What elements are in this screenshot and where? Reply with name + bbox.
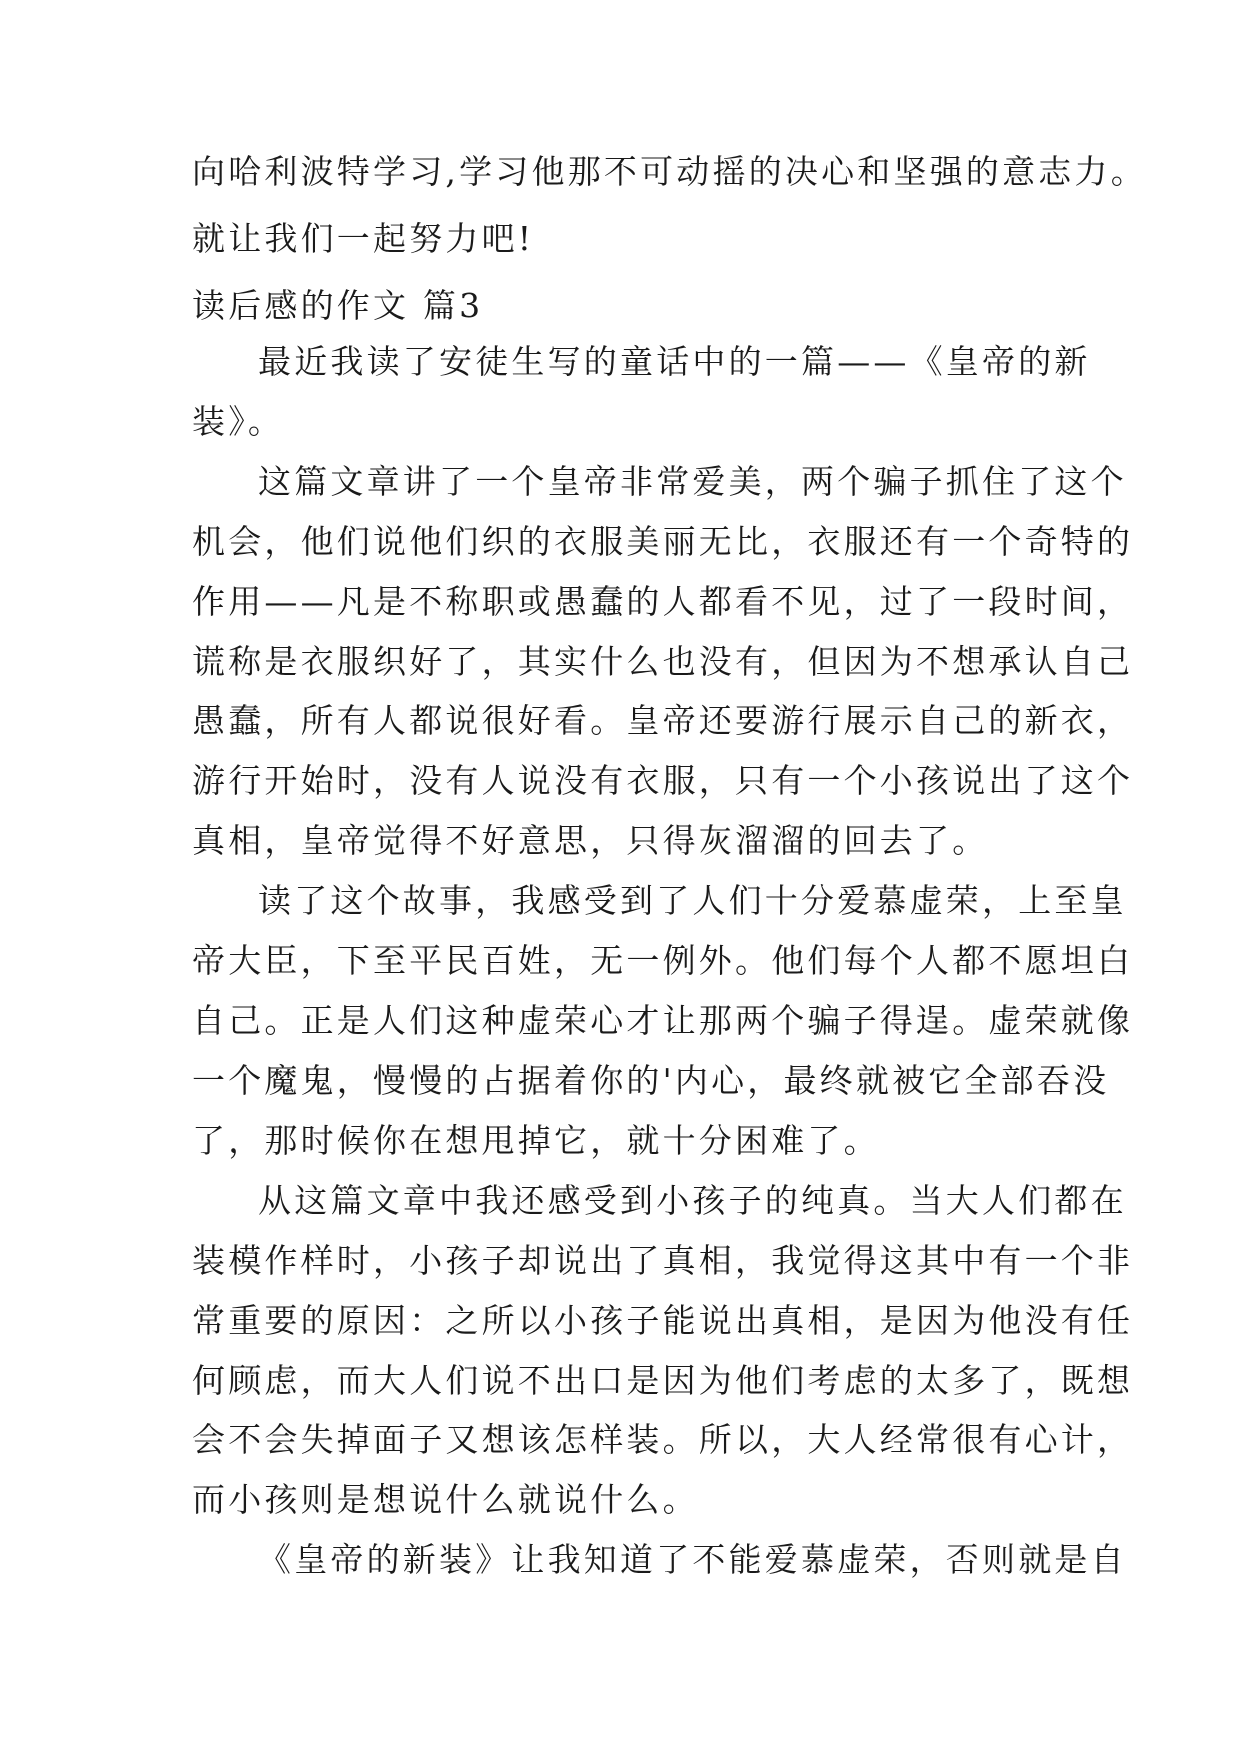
section-heading: 读后感的作文 篇3 [192,286,484,325]
paragraph-line: 从这篇文章中我还感受到小孩子的纯真。当大人们都在 [258,1181,1127,1220]
paragraph-line: 何顾虑，而大人们说不出口是因为他们考虑的太多了，既想 [192,1361,1134,1400]
paragraph-line: 常重要的原因：之所以小孩子能说出真相，是因为他没有任 [192,1301,1134,1340]
paragraph-line: 装模作样时，小孩子却说出了真相，我觉得这其中有一个非 [192,1241,1134,1280]
paragraph-line: 自己。正是人们这种虚荣心才让那两个骗子得逞。虚荣就像 [192,1001,1134,1040]
paragraph-line: 了，那时候你在想甩掉它，就十分困难了。 [192,1121,880,1160]
paragraph-line: 读了这个故事，我感受到了人们十分爱慕虚荣，上至皇 [258,881,1127,920]
paragraph-line: 作用——凡是不称职或愚蠢的人都看不见，过了一段时间， [192,582,1134,621]
paragraph-line: 向哈利波特学习,学习他那不可动摇的决心和坚强的意志力。 [192,152,1147,191]
paragraph-line: 一个魔鬼，慢慢的占据着你的'内心，最终就被它全部吞没 [192,1061,1110,1100]
paragraph-line: 谎称是衣服织好了，其实什么也没有，但因为不想承认自己 [192,642,1134,681]
paragraph-line: 游行开始时，没有人说没有衣服，只有一个小孩说出了这个 [192,761,1134,800]
paragraph-line: 真相，皇帝觉得不好意思，只得灰溜溜的回去了。 [192,821,989,860]
paragraph-line: 《皇帝的新装》让我知道了不能爱慕虚荣，否则就是自 [258,1540,1127,1579]
paragraph-line: 最近我读了安徒生写的童话中的一篇——《皇帝的新 [258,342,1091,381]
paragraph-line: 愚蠢，所有人都说很好看。皇帝还要游行展示自己的新衣， [192,701,1134,740]
paragraph-line: 机会，他们说他们织的衣服美丽无比，衣服还有一个奇特的 [192,522,1134,561]
paragraph-line: 会不会失掉面子又想该怎样装。所以，大人经常很有心计， [192,1420,1134,1459]
paragraph-line: 这篇文章讲了一个皇帝非常爱美，两个骗子抓住了这个 [258,462,1127,501]
paragraph-line: 就让我们一起努力吧! [192,219,535,258]
paragraph-line: 装》。 [192,402,285,441]
paragraph-line: 帝大臣，下至平民百姓，无一例外。他们每个人都不愿坦白 [192,941,1134,980]
paragraph-line: 而小孩则是想说什么就说什么。 [192,1480,699,1519]
